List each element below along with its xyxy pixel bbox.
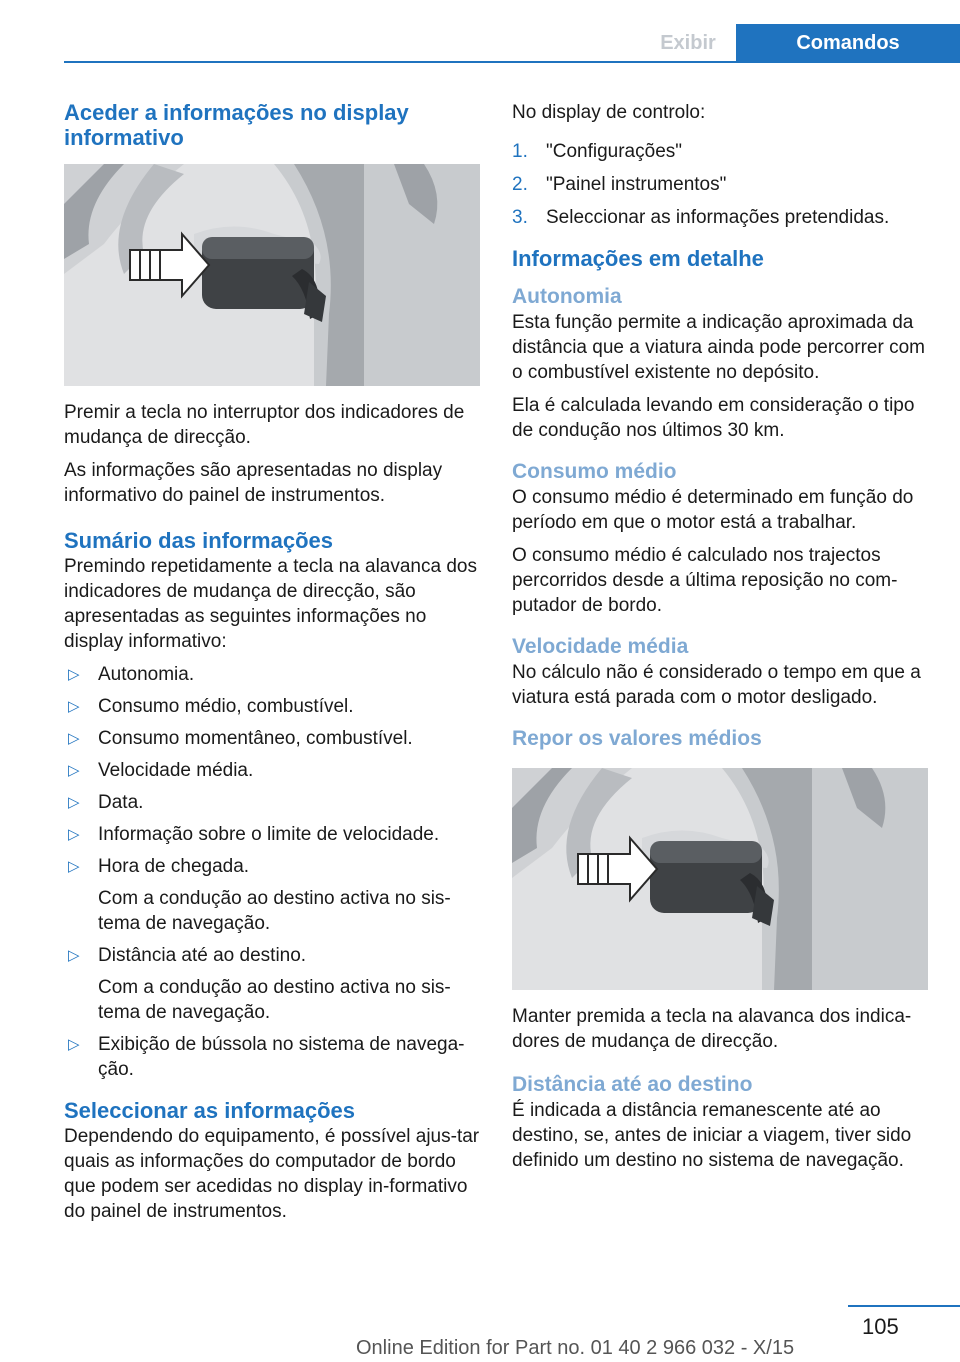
list-item: ▷ Exibição de bússola no sistema de navega-ção.: [68, 1034, 465, 1080]
tab-comandos[interactable]: Comandos: [736, 24, 960, 62]
paragraph-info-shown: As informações são apresentadas no display informativo do painel de instrumentos.: [64, 460, 443, 506]
paragraph-control-display: No display de controlo:: [512, 102, 706, 123]
step-item: 3. Seleccionar as informações pretendidas.: [512, 207, 890, 228]
subsection-title-consumo: Consumo médio: [512, 460, 677, 483]
paragraph-consumo-2: O consumo médio é calculado nos trajectos percorridos desde a última reposição no com-putador de bordo.: [512, 545, 898, 616]
paragraph-repor-1: Manter premida a tecla na alavanca dos indica-dores de mudança de direcção.: [512, 1006, 912, 1052]
turn-signal-lever-illustration: [64, 164, 480, 386]
paragraph-autonomia-1: Esta função permite a indicação aproximada da distância que a viatura ainda pode percorrer com o combustível existente no depósito.: [512, 312, 925, 383]
subsection-title-repor: Repor os valores médios: [512, 727, 762, 750]
triangle-bullet-icon: ▷: [68, 762, 80, 779]
triangle-bullet-icon: ▷: [68, 1036, 80, 1053]
paragraph-summary-intro: Premindo repetidamente a tecla na alavanca dos indicadores de mudança de direcção, são apresentadas as seguintes informações no display informativo:: [64, 556, 477, 652]
triangle-bullet-icon: ▷: [68, 666, 80, 683]
triangle-bullet-icon: ▷: [68, 826, 80, 843]
list-item: ▷ Consumo médio, combustível.: [68, 696, 354, 717]
steps-list: [512, 139, 930, 230]
list-item: ▷ Distância até ao destino. Com a condução ao destino activa no sis-tema de navegação.: [64, 943, 482, 1025]
list-item: ▷ Hora de chegada. Com a condução ao destino activa no sis-tema de navegação.: [64, 854, 482, 936]
list-item: ▷ Velocidade média.: [68, 760, 254, 781]
triangle-bullet-icon: ▷: [68, 730, 80, 747]
header-tabs: [640, 24, 960, 62]
subsection-title-velocidade: Velocidade média: [512, 635, 689, 658]
triangle-bullet-icon: ▷: [68, 858, 80, 875]
subsection-title-distancia: Distância até ao destino: [512, 1073, 753, 1096]
list-item: ▷ Data.: [68, 792, 144, 813]
subsection-title-autonomia: Autonomia: [512, 285, 622, 308]
list-item: ▷ Autonomia.: [68, 664, 195, 685]
list-item: ▷ Informação sobre o limite de velocidade.: [68, 824, 440, 845]
info-list: [64, 662, 482, 1082]
step-item: 1. "Configurações": [512, 141, 683, 162]
right-column: [512, 100, 930, 1181]
triangle-bullet-icon: ▷: [68, 698, 80, 715]
triangle-bullet-icon: ▷: [68, 947, 80, 964]
page-number: 105: [862, 1314, 899, 1339]
paragraph-select-info: Dependendo do equipamento, é possível ajus-tar quais as informações do computador de bordo que podem ser acedidas no display in-formativo do painel de instrumentos.: [64, 1126, 480, 1222]
tab-exibir[interactable]: Exibir: [660, 31, 716, 54]
lever-button-illustration: [512, 768, 928, 990]
section-title-detalhe: Informações em detalhe: [512, 246, 764, 271]
triangle-bullet-icon: ▷: [68, 794, 80, 811]
section-title-aceder: Aceder a informações no display informativo: [64, 100, 409, 150]
list-item: ▷ Consumo momentâneo, combustível.: [68, 728, 413, 749]
paragraph-consumo-1: O consumo médio é determinado em função do período em que o motor está a trabalhar.: [512, 487, 914, 533]
section-title-sumario: Sumário das informações: [64, 528, 333, 553]
footer-edition: Online Edition for Part no. 01 40 2 966 032 - X/15: [356, 1337, 795, 1359]
paragraph-press-key: Premir a tecla no interruptor dos indicadores de mudança de direcção.: [64, 402, 465, 448]
paragraph-autonomia-2: Ela é calculada levando em consideração o tipo de condução nos últimos 30 km.: [512, 395, 915, 441]
lever-button-illustration: [64, 164, 480, 386]
footer-rule: [848, 1305, 960, 1307]
paragraph-velocidade-1: No cálculo não é considerado o tempo em que a viatura está parada com o motor desligado.: [512, 662, 921, 708]
list-item-note: Com a condução ao destino activa no sis-tema de navegação.: [98, 977, 451, 1023]
paragraph-distancia-1: É indicada a distância remanescente até ao destino, se, antes de iniciar a viagem, tiver sido definido um destino no sistema de navegação.: [512, 1100, 912, 1171]
left-column: [64, 100, 482, 1232]
step-item: 2. "Painel instrumentos": [512, 174, 727, 195]
section-title-seleccionar: Seleccionar as informações: [64, 1098, 356, 1123]
list-item-note: Com a condução ao destino activa no sis-tema de navegação.: [98, 888, 451, 934]
header-rule: [64, 61, 960, 63]
reset-lever-illustration: [512, 768, 928, 990]
